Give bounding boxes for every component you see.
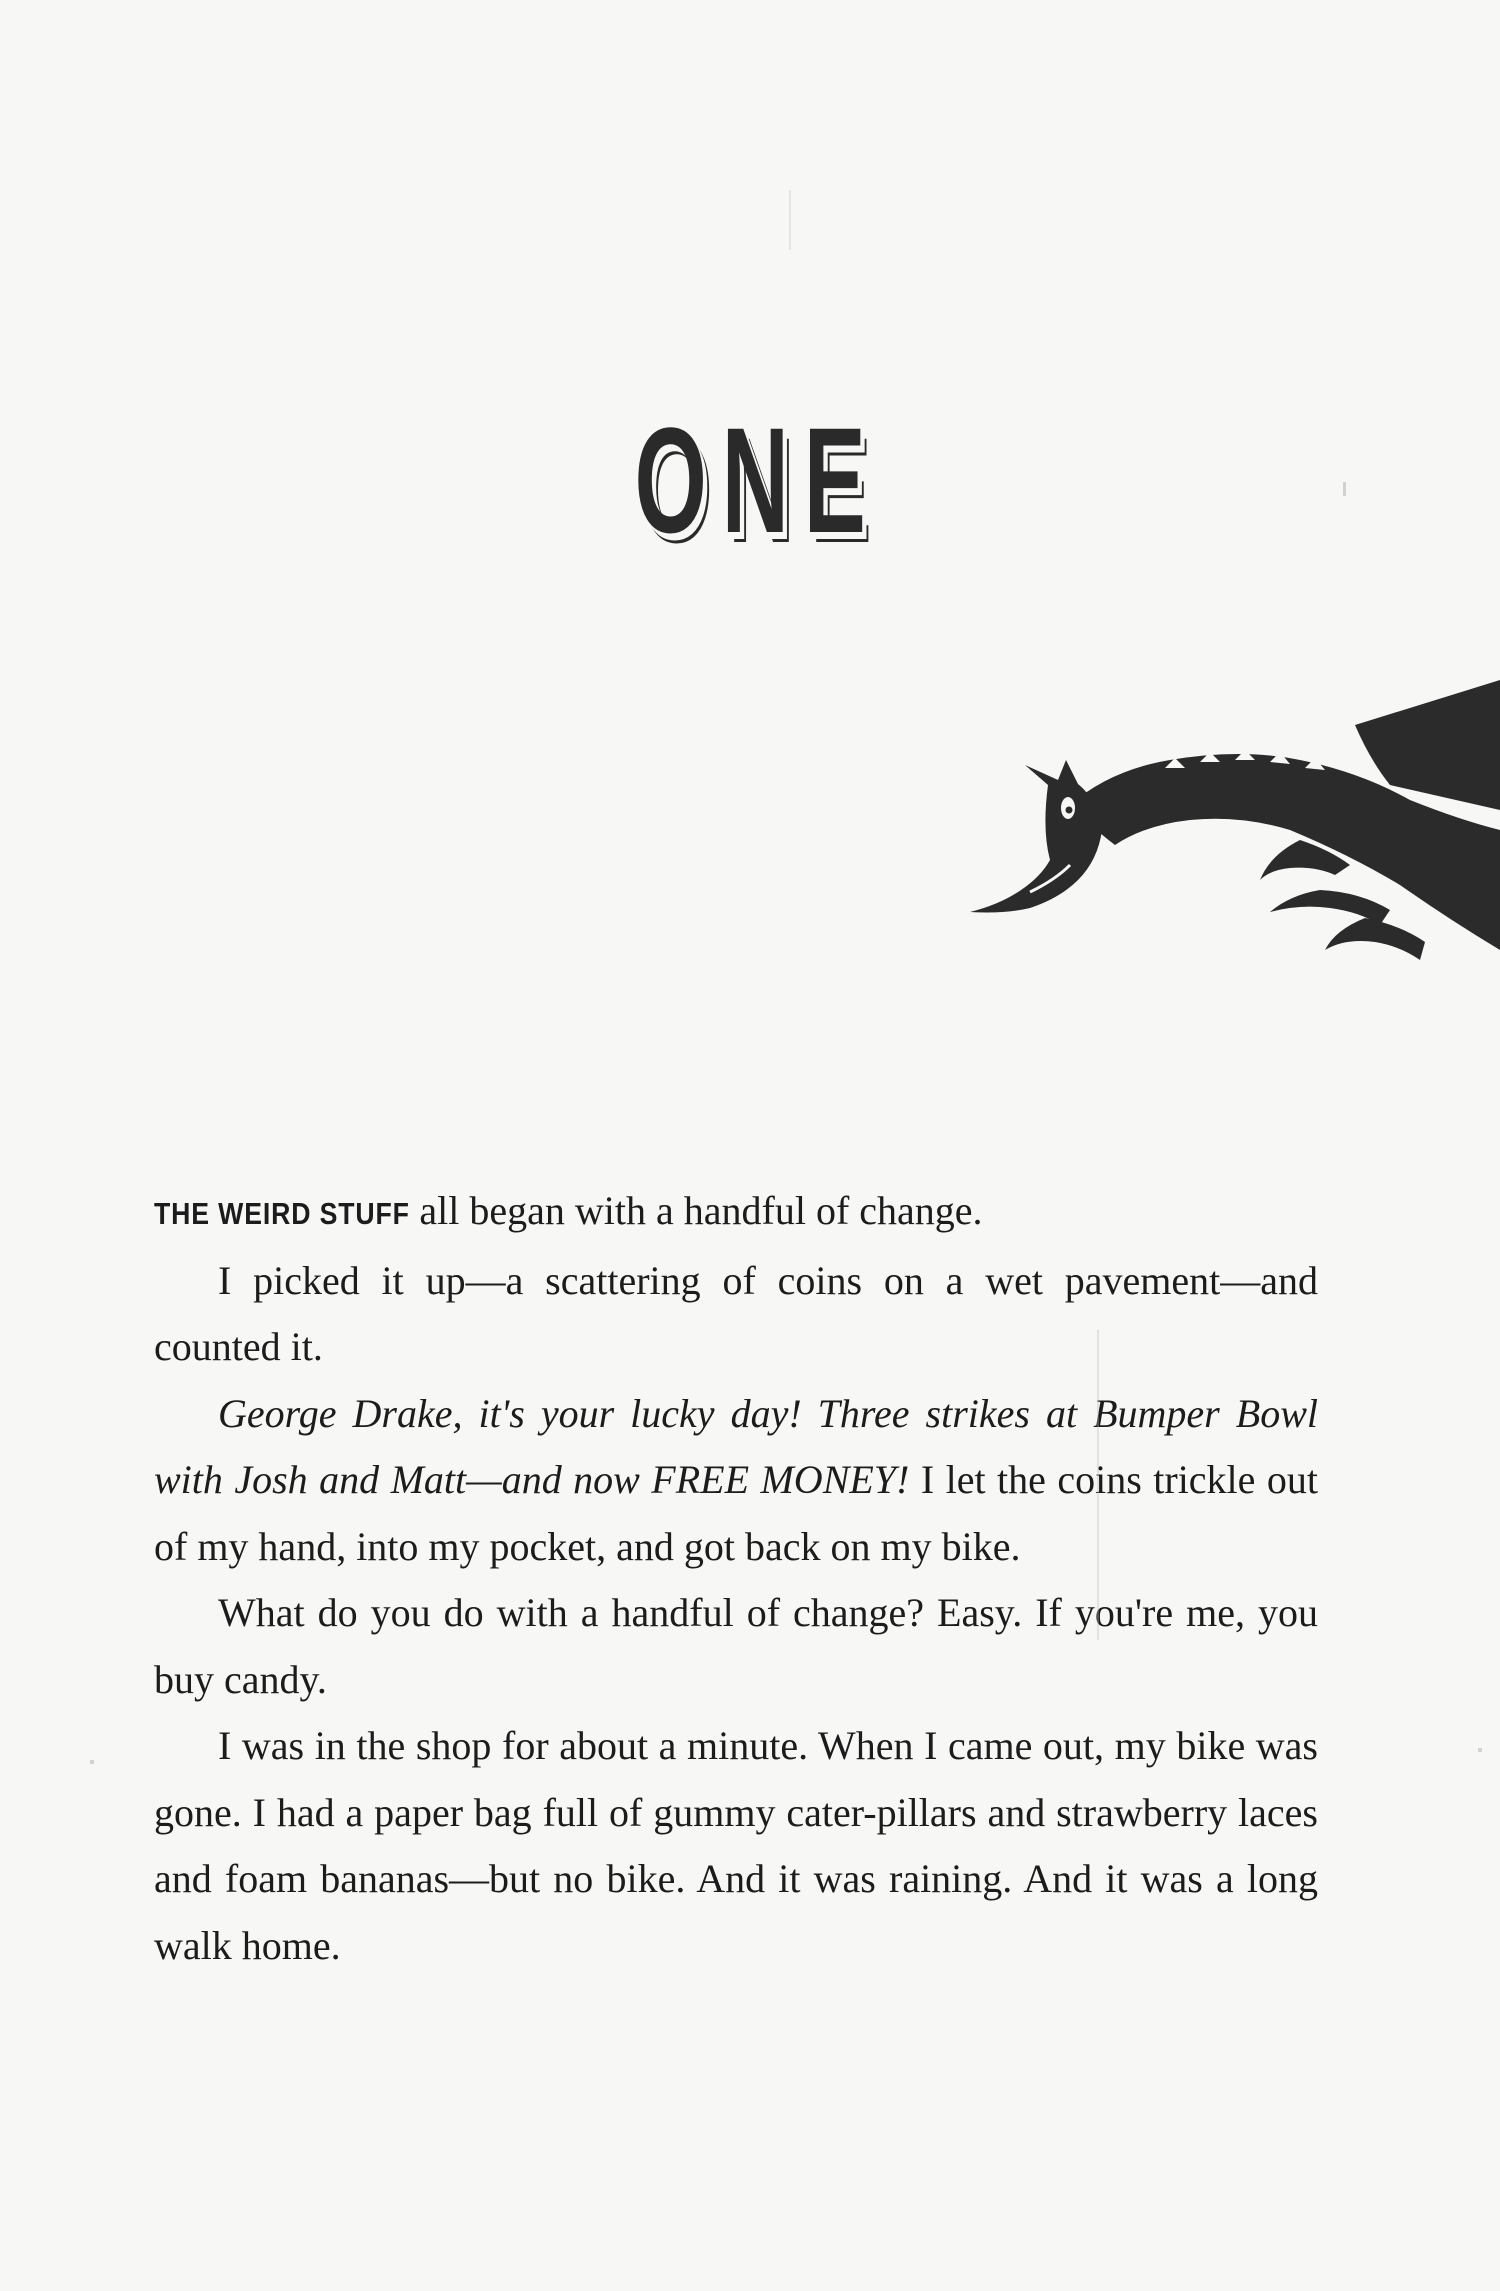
paragraph-text: all began with a handful of change. xyxy=(409,1188,983,1233)
scan-speck xyxy=(1097,1330,1099,1640)
paragraph xyxy=(154,1248,1318,1381)
chapter-title: ONE xyxy=(634,396,881,564)
paragraph-text: I let the coins trickle out of my hand, into my pocket, and got back on my bike. xyxy=(154,1457,1318,1569)
paragraph-text: I was in the shop for about a minute. When I came out, my bike was gone. I had a paper bag full of gummy cater-pillars and strawberry laces and foam bananas—but no bike. And it was raining. And it was a long walk home. xyxy=(154,1723,1318,1968)
scan-speck xyxy=(90,1760,94,1764)
paragraph xyxy=(154,1178,1318,1248)
paragraph xyxy=(154,1580,1318,1713)
paragraph-text: I picked it up—a scattering of coins on a wet pavement—and counted it. xyxy=(154,1257,1318,1369)
scan-speck xyxy=(1343,482,1346,496)
paragraph xyxy=(154,1381,1318,1581)
lead-in-text: THE WEIRD STUFF xyxy=(154,1196,410,1231)
dragon-icon xyxy=(970,680,1500,980)
scan-speck xyxy=(789,190,791,250)
paragraph xyxy=(154,1713,1318,1979)
scan-speck xyxy=(1478,1748,1482,1752)
chapter-body xyxy=(154,1178,1318,1979)
paragraph-italic-text: George Drake, it's your lucky day! Three strikes at Bumper Bowl with Josh and Matt—and now FREE MONEY! xyxy=(154,1390,1318,1502)
paragraph-text: What do you do with a handful of change? Easy. If you're me, you buy candy. xyxy=(154,1590,1318,1702)
